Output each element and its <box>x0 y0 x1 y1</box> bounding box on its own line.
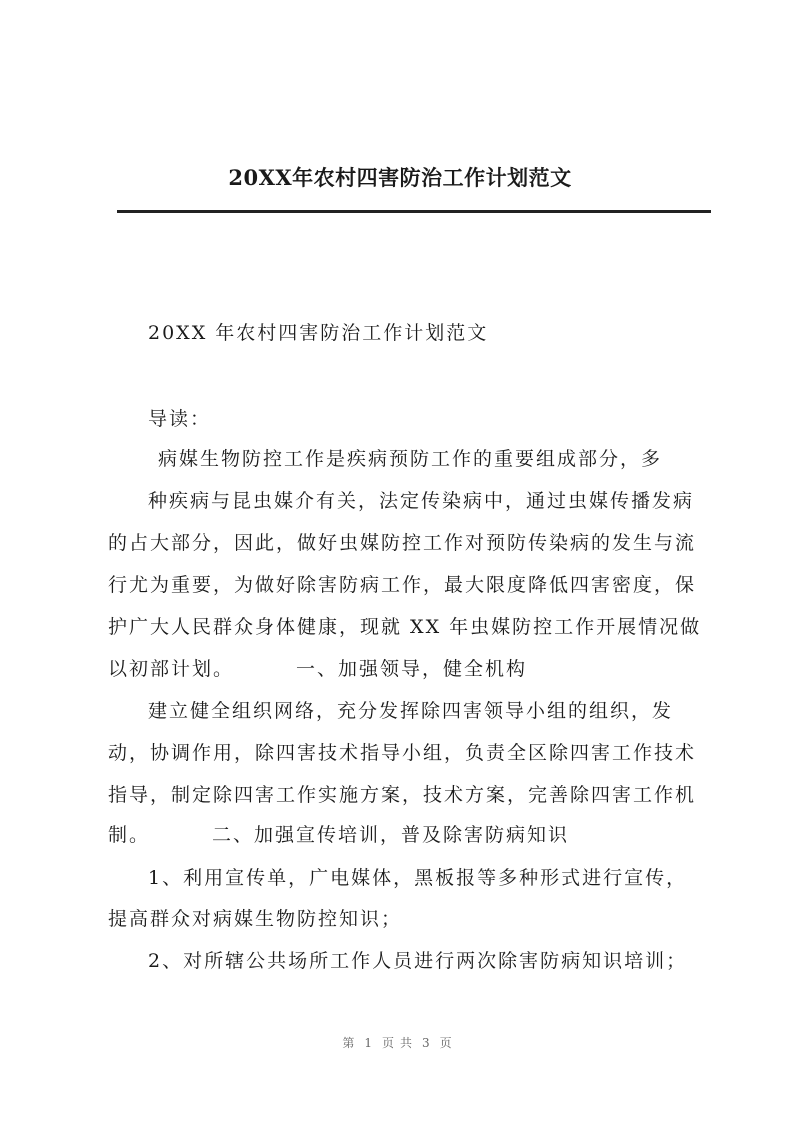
paragraph-line: 种疾病与昆虫媒介有关，法定传染病中，通过虫媒传播发病 <box>148 490 695 512</box>
footer-page-number: 1 <box>364 1036 378 1050</box>
paragraph-line: 的占大部分，因此，做好虫媒防控工作对预防传染病的发生与流 <box>108 532 697 554</box>
paragraph-line: 建立健全组织网络，充分发挥除四害领导小组的组织，发 <box>148 700 674 722</box>
intro-label: 导读： <box>148 408 212 430</box>
document-title: 20XX 年农村四害防治工作计划范文 <box>148 322 489 344</box>
page-footer <box>0 1034 800 1051</box>
paragraph-line: 动，协调作用，除四害技术指导小组，负责全区除四害工作技术 <box>108 742 697 764</box>
section-heading-2: 二、加强宣传培训，普及除害防病知识 <box>212 824 570 846</box>
section-heading-1: 一、加强领导，健全机构 <box>296 658 528 680</box>
paragraph-line <box>108 820 569 847</box>
paragraph-line <box>108 654 527 681</box>
footer-prefix: 第 <box>342 1036 361 1050</box>
paragraph-line: 行尤为重要，为做好除害防病工作，最大限度降低四害密度，保 <box>108 574 697 596</box>
list-item: 1、利用宣传单，广电媒体，黑板报等多种形式进行宣传， <box>148 867 688 889</box>
list-item: 2、对所辖公共场所工作人员进行两次除害防病知识培训； <box>148 950 688 972</box>
paragraph-line: 护广大人民群众身体健康，现就 XX 年虫媒防控工作开展情况做 <box>108 616 702 638</box>
header-divider <box>117 210 711 213</box>
list-item: 提高群众对病媒生物防控知识； <box>108 908 403 930</box>
footer-mid: 页共 <box>381 1036 418 1050</box>
footer-suffix: 页 <box>439 1036 458 1050</box>
paragraph-line: 病媒生物防控工作是疾病预防工作的重要组成部分，多 <box>158 448 663 470</box>
line-end-text: 以初部计划。 <box>108 658 235 680</box>
paragraph-line: 指导，制定除四害工作实施方案，技术方案，完善除四害工作机 <box>108 784 697 806</box>
footer-page-total: 3 <box>422 1036 436 1050</box>
line-end-text: 制。 <box>108 824 151 846</box>
header-title: 20XX年农村四害防治工作计划范文 <box>228 165 572 190</box>
